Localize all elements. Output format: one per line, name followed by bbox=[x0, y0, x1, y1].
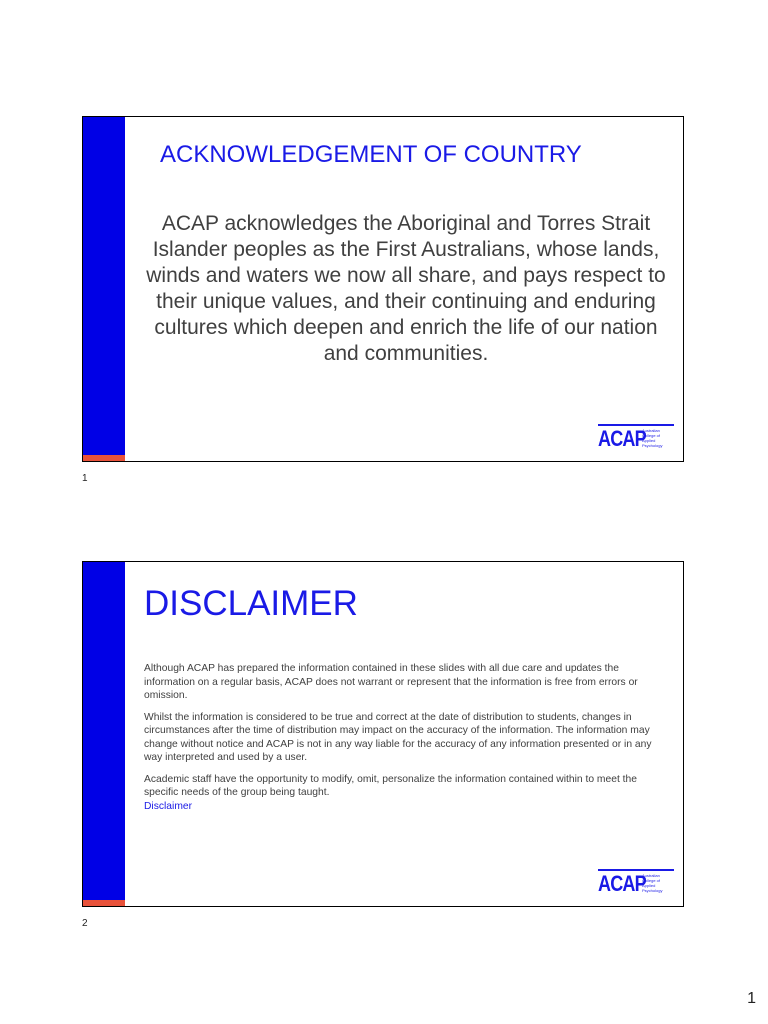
slide-side-bar bbox=[83, 117, 125, 461]
acap-logo bbox=[598, 869, 674, 899]
logo-wordmark: ACAP bbox=[598, 426, 646, 451]
page-number: 1 bbox=[747, 990, 756, 1007]
acknowledgement-body: ACAP acknowledges the Aboriginal and Torres Strait Islander peoples as the First Australians, whose lands, winds and waters we now all share, and pays respect to their unique values, and their continuing and enduring cultures which deepen and enrich the life of our nation and communities. bbox=[146, 212, 666, 365]
slide-side-bar bbox=[83, 562, 125, 906]
side-bar-accent bbox=[83, 455, 125, 461]
slide-number-2: 2 bbox=[82, 918, 88, 929]
disclaimer-body bbox=[144, 662, 672, 813]
slide-number-1: 1 bbox=[82, 473, 88, 484]
disclaimer-paragraph: Academic staff have the opportunity to modify, omit, personalize the information contained within to meet the specific needs of the group being taught. bbox=[144, 773, 637, 798]
disclaimer-paragraph: Whilst the information is considered to be true and correct at the date of distribution to students, changes in circumstances after the time of distribution may impact on the accuracy of the information. The information may change without notice and ACAP is not in any way liable for the accuracy of any information presented or in any way interpreted and used by a user. bbox=[144, 711, 652, 763]
acap-logo bbox=[598, 424, 674, 454]
logo-subtitle: Australian College of Applied Psychology bbox=[642, 873, 663, 893]
disclaimer-link[interactable]: Disclaimer bbox=[144, 800, 193, 812]
logo-subtitle: Australian College of Applied Psychology bbox=[642, 428, 663, 448]
disclaimer-paragraph: Although ACAP has prepared the information contained in these slides with all due care and updates the information on a regular basis, ACAP does not warrant or represent that the information is free from errors or omission. bbox=[144, 663, 638, 701]
acknowledgement-title: ACKNOWLEDGEMENT OF COUNTRY bbox=[160, 141, 582, 168]
slide-disclaimer bbox=[82, 561, 684, 907]
slide-acknowledgement bbox=[82, 116, 684, 462]
disclaimer-title: DISCLAIMER bbox=[144, 584, 358, 623]
side-bar-accent bbox=[83, 900, 125, 906]
logo-wordmark: ACAP bbox=[598, 871, 646, 896]
